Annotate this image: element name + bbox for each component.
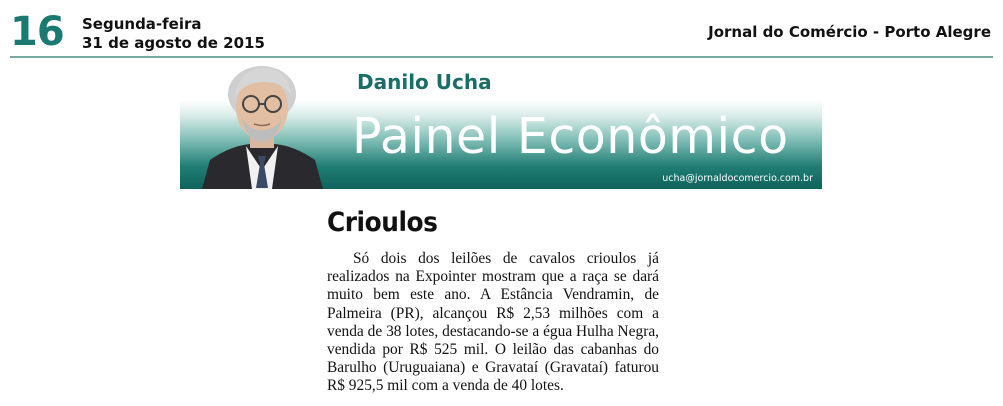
article-headline: Crioulos bbox=[327, 207, 438, 238]
author-portrait bbox=[180, 60, 343, 189]
author-email[interactable]: ucha@jornaldocomercio.com.br bbox=[662, 173, 813, 184]
publication-date: 31 de agosto de 2015 bbox=[82, 34, 265, 52]
page-number: 16 bbox=[10, 9, 64, 55]
author-name: Danilo Ucha bbox=[357, 70, 492, 94]
header-rule bbox=[10, 56, 993, 58]
newspaper-name: Jornal do Comércio - Porto Alegre bbox=[708, 23, 991, 41]
date-block bbox=[82, 15, 265, 53]
article-body: Só dois dos leilões de cavalos crioulos já realizados na Expointer mostram que a raça se dará muito bem este ano. A Estância Vendramin, de Palmeira (PR), alcançou R$ 2,53 milhões com a venda de 38 lotes, destacando-se a égua Hulha Negra, vendida por R$ 525 mil. O leilão das cabanhas do Barulho (Uruguaiana) e Gravataí (Gravataí) faturou R$ 925,5 mil com a venda de 40 lotes. bbox=[327, 250, 659, 395]
weekday: Segunda-feira bbox=[82, 15, 202, 33]
column-title: Painel Econômico bbox=[352, 108, 789, 165]
